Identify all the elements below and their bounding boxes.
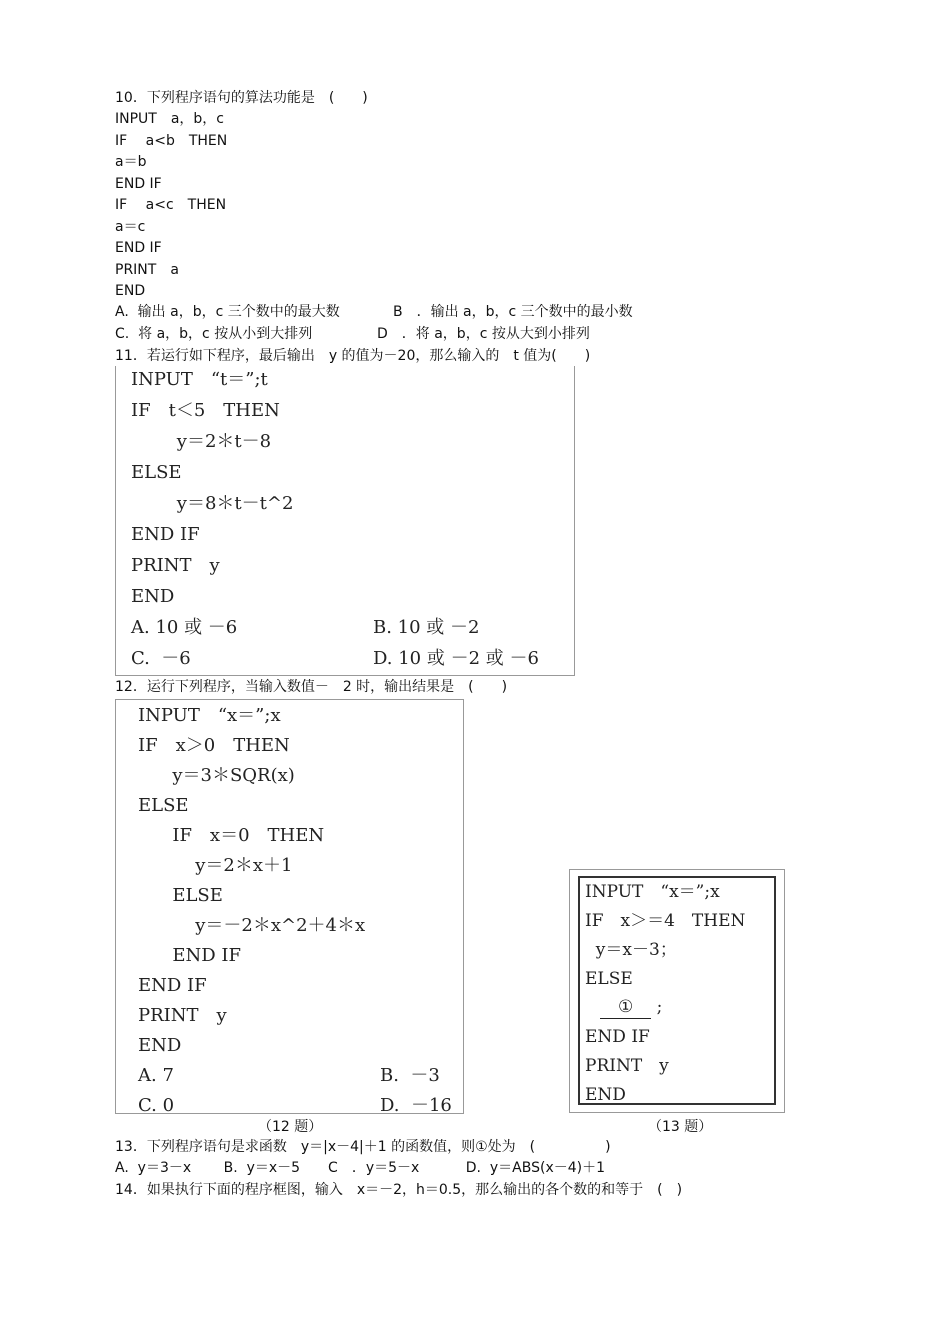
code-line: y＝8＊t－t^2 [131,493,294,514]
code-line: END IF [138,945,241,966]
code-line: y＝x－3； [585,940,677,960]
code-line: END [115,283,146,299]
code-line: a＝b [115,154,147,170]
code-line: END IF [115,176,162,192]
code-line: END [138,1035,182,1056]
code-line: END [585,1085,626,1105]
code-line: ELSE [138,885,223,906]
code-line: PRINT y [138,1005,227,1026]
code-line: IF x＞0 THEN [138,735,290,756]
q12-option-c: C. 0 [138,1095,175,1116]
q11-stem: 11．若运行如下程序，最后输出 y 的值为－20，那么输入的 t 值为( ) [115,348,591,364]
code-line: END [131,586,175,607]
q13-stem: 13．下列程序语句是求函数 y＝|x－4|＋1 的函数值，则①处为 ( ) [115,1139,611,1155]
q10-stem: 10．下列程序语句的算法功能是 ( ) [115,90,368,106]
code-line: y＝3＊SQR(x) [138,765,295,786]
code-line: ELSE [585,969,633,989]
q11-option-b: B. 10 或 －2 [373,617,480,638]
q11-code-box [115,366,575,676]
q11-option-d: D. 10 或 －2 或 －6 [373,648,539,669]
code-line: PRINT y [131,555,220,576]
q12-code-box [115,699,464,1114]
code-line: ELSE [138,795,189,816]
blank-line: ① ; [600,996,662,1019]
code-line: y＝2＊x＋1 [138,855,293,876]
code-line: END IF [131,524,200,545]
q13-caption: （13 题） [648,1119,713,1135]
q12-option-b: B. －3 [380,1065,440,1086]
q12-option-a: A. 7 [138,1065,174,1086]
q11-option-c: C. －6 [131,648,191,669]
q10-option-d: D ．将 a，b，c 按从大到小排列 [377,326,590,342]
code-line: IF a<b THEN [115,133,228,149]
code-line: IF t＜5 THEN [131,400,280,421]
q11-option-a: A. 10 或 －6 [131,617,238,638]
q10-option-a: A. 输出 a，b，c 三个数中的最大数 [115,304,340,320]
code-line: y＝－2＊x^2＋4＊x [138,915,366,936]
code-line: IF x＝0 THEN [138,825,325,846]
q12-caption: （12 题） [258,1119,323,1135]
q13-code-box [578,876,776,1105]
q10-option-c: C. 将 a，b，c 按从小到大排列 [115,326,313,342]
q12-option-d: D. －16 [380,1095,452,1116]
q13-code-frame [569,869,785,1113]
code-line: PRINT a [115,262,179,278]
code-line: INPUT “x＝”;x [138,705,281,726]
code-line: IF x＞＝4 THEN [585,911,746,931]
code-line: IF a<c THEN [115,197,227,213]
code-line: END IF [115,240,162,256]
code-line: INPUT a，b，c [115,111,225,127]
q12-stem: 12．运行下列程序，当输入数值－ 2 时，输出结果是 ( ) [115,679,508,695]
code-line: ELSE [131,462,182,483]
code-line: y＝2＊t－8 [131,431,272,452]
code-line: INPUT “x＝”;x [585,882,720,902]
q10-option-b: B ．输出 a，b，c 三个数中的最小数 [393,304,633,320]
code-line: a＝c [115,219,146,235]
code-line: END IF [585,1027,650,1047]
code-line: END IF [138,975,207,996]
q14-stem: 14．如果执行下面的程序框图，输入 x＝－2，h＝0.5，那么输出的各个数的和等于 ( ) [115,1182,683,1198]
blank-marker: ① [600,996,651,1019]
code-line: INPUT “t＝”;t [131,369,268,390]
code-line: PRINT y [585,1056,669,1076]
q13-options: A. y＝3－x B. y＝x－5 C ．y＝5－x D. y＝ABS(x－4)＋1 [115,1160,606,1176]
